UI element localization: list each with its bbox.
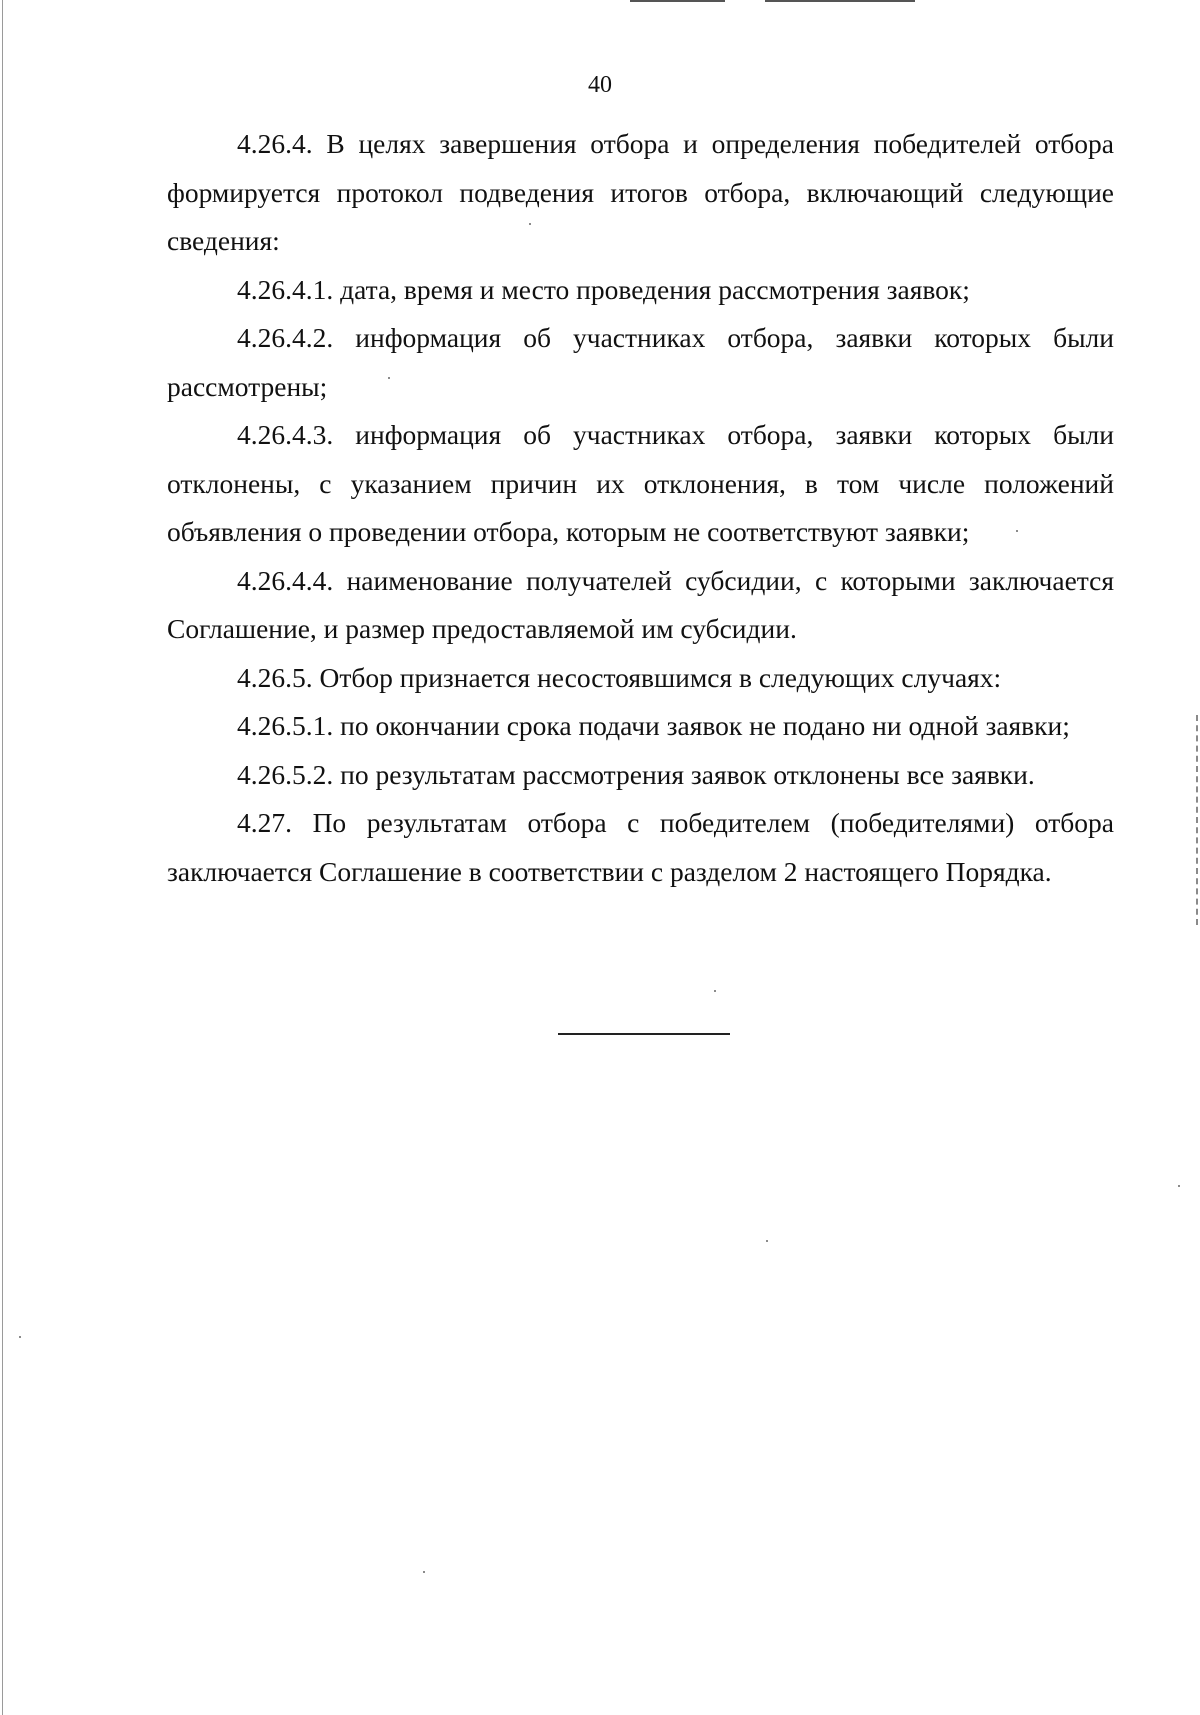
scan-left-edge [2, 0, 3, 1715]
paragraph-4-26-4-4: 4.26.4.4. наименование получателей субсидии, с которыми заключается Соглашение, и размер предоставляемой им субсидии. [167, 564, 1114, 644]
paragraph-4-26-5-1: 4.26.5.1. по окончании срока подачи заявок не подано ни одной заявки; [237, 710, 1070, 741]
closing-divider [558, 1033, 730, 1035]
scan-speck [766, 1240, 768, 1242]
document-body [167, 120, 1114, 896]
paragraph-4-27: 4.27. По результатам отбора с победителем (победителями) отбора заключается Соглашение в соответствии с разделом 2 настоящего Порядка. [167, 807, 1114, 887]
scan-speck [423, 1571, 425, 1573]
paragraph-4-26-4-1: 4.26.4.1. дата, время и место проведения рассмотрения заявок; [237, 273, 970, 305]
scan-speck [714, 990, 716, 992]
scan-speck [529, 223, 531, 225]
scan-speck [388, 377, 390, 379]
paragraph-4-26-4-3: 4.26.4.3. информация об участниках отбора, заявки которых были отклонены, с указанием причин их отклонения, в том числе положений объявления о проведении отбора, которым не соответствуют заявки; [167, 419, 1114, 547]
paragraph-4-26-4: 4.26.4. В целях завершения отбора и определения победителей отбора формируется протокол подведения итогов отбора, включающий следующие сведения: [167, 128, 1114, 256]
scan-speck [1016, 530, 1018, 532]
scan-edge-line [630, 0, 725, 2]
scan-speck [19, 1336, 21, 1338]
scan-right-edge [1196, 715, 1198, 925]
page-number: 40 [588, 72, 612, 98]
paragraph-4-26-4-2: 4.26.4.2. информация об участниках отбора, заявки которых были рассмотрены; [167, 322, 1114, 402]
scan-speck [1178, 1185, 1180, 1187]
paragraph-4-26-5: 4.26.5. Отбор признается несостоявшимся в следующих случаях: [237, 661, 1002, 693]
paragraph-4-26-5-2: 4.26.5.2. по результатам рассмотрения заявок отклонены все заявки. [237, 758, 1035, 790]
scan-edge-line [765, 0, 915, 2]
